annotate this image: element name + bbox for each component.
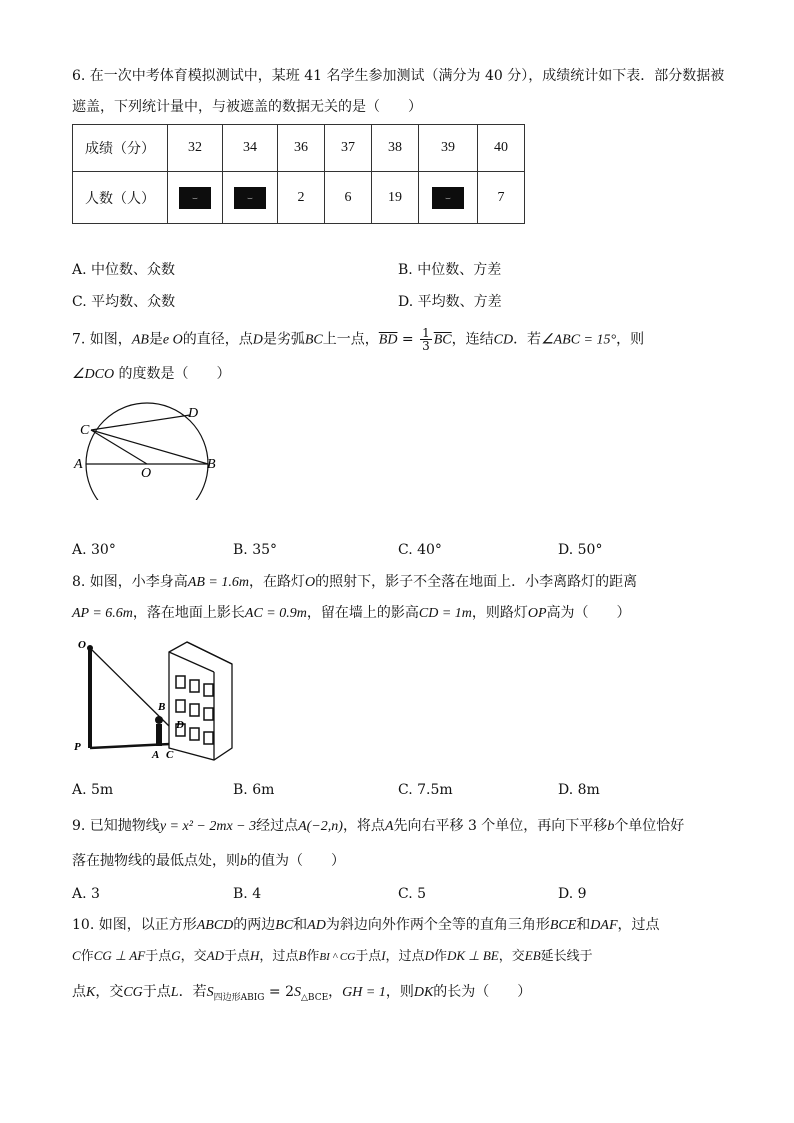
q7-math: BC [304, 332, 323, 348]
q10-math: DAF [590, 918, 618, 933]
q10-text: ，则 [385, 984, 414, 1000]
table-header-cell: 40 [478, 125, 525, 172]
q9-text: ，将点 [342, 818, 385, 834]
table-cell-masked [223, 172, 278, 224]
q8-text: 高为（ ） [546, 605, 631, 621]
table-header-cell: 34 [223, 125, 278, 172]
score-table [72, 124, 525, 224]
q6-stem-line1: 6. 在一次中考体育模拟测试中，某班 41 名学生参加测试（满分为 40 分），成绩统计如下表．部分数据被 [72, 68, 725, 84]
light-ray [90, 648, 169, 726]
q7-fraction [420, 327, 432, 352]
q7-option-d[interactable]: D. 50° [558, 542, 603, 558]
q7-text: = [397, 331, 419, 348]
q10-text: 于点 [355, 949, 382, 964]
q10-text: ，交 [95, 984, 124, 1000]
q9-math: y = x² − 2mx − 3 [159, 819, 257, 834]
q6-option-d[interactable]: D. 平均数、方差 [398, 294, 502, 310]
q7-math: CD [493, 332, 514, 348]
chord-cd [91, 415, 190, 430]
q10-stem-line1 [72, 915, 660, 936]
table-cell: 6 [325, 172, 372, 224]
table-header-cell: 36 [278, 125, 325, 172]
q10-math: CG ⊥ AF [93, 948, 146, 963]
q10-subscript: 四边形ABIG [213, 992, 265, 1003]
q7-text: 上一点， [322, 331, 379, 348]
q9-stem-line2 [72, 851, 345, 872]
q10-text: 于点 [223, 949, 250, 964]
q10-math: B [298, 948, 307, 963]
q9-text: 个单位恰好 [614, 818, 685, 834]
q10-text: 为斜边向外作两个全等的直角三角形 [325, 917, 550, 933]
table-cell: 2 [278, 172, 325, 224]
q8-option-d[interactable]: D. 8m [558, 782, 600, 798]
q10-text: 作 [433, 949, 447, 964]
q10-text: 于点 [142, 984, 171, 1000]
label-a: A [74, 457, 83, 472]
q10-text: 延长线于 [540, 949, 593, 964]
q8-option-b[interactable]: B. 6m [233, 782, 275, 798]
q10-text: 的长为（ ） [433, 984, 532, 1000]
q7-math: AB [131, 332, 149, 348]
q8-text: ，留在墙上的影高 [306, 605, 419, 621]
q10-text: 点 [72, 984, 86, 1000]
q8-math: AC = 0.9m [244, 606, 307, 621]
table-row [73, 172, 525, 224]
mask-block: ⌣ [234, 187, 266, 209]
q10-math: BCE [549, 918, 577, 933]
q10-text: ， [328, 984, 343, 1000]
q9-math: b [607, 819, 615, 834]
q9-math: A [384, 819, 394, 834]
q9-option-d[interactable]: D. 9 [558, 886, 587, 902]
q7-option-b[interactable]: B. 35° [233, 542, 278, 558]
q10-math: H [250, 948, 260, 963]
q7-stem-line1 [72, 327, 644, 352]
q10-math: CG [123, 985, 143, 1000]
q8-math: O [304, 575, 316, 590]
q7-option-a[interactable]: A. 30° [72, 542, 116, 558]
q10-math: G [171, 948, 181, 963]
label-d: D [188, 406, 199, 421]
mask-block: ⌣ [179, 187, 211, 209]
q10-text: 的两边 [233, 917, 276, 933]
q9-text: 先向右平移 3 个单位，再向下平移 [393, 818, 608, 834]
q9-math: b [240, 854, 247, 869]
q10-math: BC [275, 918, 294, 933]
q10-text: ，过点 [259, 949, 299, 964]
q9-math: A(−2,n) [298, 819, 343, 834]
q7-text: ，连结 [451, 331, 494, 348]
q9-stem-line1 [72, 816, 684, 837]
q8-text: ，在路灯 [248, 574, 305, 590]
fraction-numerator: 1 [422, 326, 430, 340]
q7-math: e O [162, 332, 183, 348]
table-header-cell: 39 [419, 125, 478, 172]
q7-text: 是劣弧 [262, 331, 305, 348]
table-header-cell: 37 [325, 125, 372, 172]
q8-math: AP = 6.6m [72, 606, 133, 621]
q6-stem-line2: 遮盖，下列统计量中，与被遮盖的数据无关的是（ ） [72, 99, 422, 115]
q10-subscript: △BCE [301, 992, 329, 1003]
q9-text: 9. 已知抛物线 [72, 818, 160, 834]
q7-math: D [252, 332, 263, 348]
q10-math: EB [524, 948, 541, 963]
segment-co [91, 430, 147, 464]
mask-block: ⌣ [432, 187, 464, 209]
table-cell-masked [168, 172, 223, 224]
q8-option-a[interactable]: A. 5m [72, 782, 114, 798]
q10-math: I [381, 948, 386, 963]
label-o: O [78, 639, 86, 651]
q9-option-a[interactable]: A. 3 [72, 886, 100, 902]
q10-text: 10. 如图，以正方形 [72, 917, 197, 933]
label-d: D [176, 719, 184, 731]
q6-option-c[interactable]: C. 平均数、众数 [72, 294, 176, 310]
q10-math: AD [206, 948, 224, 963]
person-head-icon [155, 716, 163, 724]
q7-circle-figure [72, 400, 232, 500]
q10-text: ．若 [178, 984, 207, 1000]
q10-math: S [294, 985, 301, 1000]
q7-text: 7. 如图， [72, 331, 132, 348]
label-p: P [74, 741, 81, 753]
q10-math: DK [413, 985, 434, 1000]
table-cell: 19 [372, 172, 419, 224]
q7-text: ．若 [513, 331, 542, 348]
q10-text: 和 [293, 917, 308, 933]
q9-text: 的值为（ ） [247, 853, 345, 869]
fraction-denominator: 3 [422, 339, 430, 353]
q10-text: 作 [80, 949, 94, 964]
q8-text: ，落在地面上影长 [132, 605, 245, 621]
q10-stem-line3 [72, 982, 531, 1008]
q10-stem-line2 [72, 946, 593, 967]
q7-text: ，则 [616, 331, 645, 348]
q10-text: 作 [306, 949, 320, 964]
label-a: A [152, 749, 160, 761]
table-cell: 7 [478, 172, 525, 224]
q10-math: GH = 1 [342, 985, 386, 1000]
label-b: B [207, 457, 216, 472]
q8-stem-line2 [72, 603, 631, 624]
q7-arc-bc: $\overline{BC}$ [433, 332, 452, 348]
q10-math: K [86, 985, 96, 1000]
q7-arc-bd: $\overline{BD}$ [378, 332, 398, 348]
q10-text: 于点 [145, 949, 172, 964]
q8-text: 8. 如图，小李身高 [72, 574, 188, 590]
q10-text: ，交 [180, 949, 207, 964]
q10-text: ，交 [498, 949, 525, 964]
q7-stem-line2 [72, 364, 231, 385]
label-c: C [166, 749, 174, 761]
q7-math: ∠DCO [72, 367, 115, 382]
q10-math: D [424, 948, 434, 963]
q8-option-c[interactable]: C. 7.5m [398, 782, 453, 798]
q10-math: C [72, 948, 81, 963]
table-row-label: 人数（人） [73, 172, 168, 224]
q8-text: ，则路灯 [471, 605, 528, 621]
q8-math: AB = 1.6m [187, 575, 249, 590]
q8-math: CD = 1m [418, 606, 472, 621]
q9-option-b[interactable]: B. 4 [233, 886, 262, 902]
q9-option-c[interactable]: C. 5 [398, 886, 427, 902]
q7-text: 的直径，点 [182, 331, 253, 348]
q10-text: = 2 [264, 984, 294, 1000]
q7-option-c[interactable]: C. 40° [398, 542, 442, 558]
label-b: B [158, 701, 166, 713]
q10-math: BI ^ CG [319, 951, 356, 963]
q6-option-b[interactable]: B. 中位数、方差 [398, 262, 502, 278]
q10-math: L [170, 985, 179, 1000]
q10-math: AD [307, 918, 326, 933]
q10-math: DK ⊥ BE [446, 948, 499, 963]
q10-text: 和 [576, 917, 591, 933]
chord-cb [91, 430, 208, 464]
q10-text: ，过点 [617, 917, 660, 933]
table-row [73, 125, 525, 172]
q8-streetlight-figure [72, 636, 242, 764]
q8-math: OP [527, 606, 547, 621]
table-cell-masked [419, 172, 478, 224]
label-c: C [80, 423, 90, 438]
q8-text: 的照射下，影子不全落在地面上．小李离路灯的距离 [315, 574, 638, 590]
label-o: O [141, 466, 152, 481]
q10-text: ，过点 [385, 949, 425, 964]
q10-math: S [206, 985, 214, 1000]
q6-option-a[interactable]: A. 中位数、众数 [72, 262, 176, 278]
table-header-cell: 成绩（分） [73, 125, 168, 172]
table-header-cell: 38 [372, 125, 419, 172]
q7-text: 的度数是（ ） [114, 366, 231, 382]
table-header-cell: 32 [168, 125, 223, 172]
person-body-icon [156, 724, 162, 746]
q8-stem-line1 [72, 572, 637, 593]
q10-math: ABCD [196, 918, 234, 933]
q7-math: ∠ABC = 15° [541, 332, 617, 348]
q9-text: 落在抛物线的最低点处，则 [72, 853, 240, 869]
q9-text: 经过点 [256, 818, 299, 834]
q7-text: 是 [148, 331, 163, 348]
